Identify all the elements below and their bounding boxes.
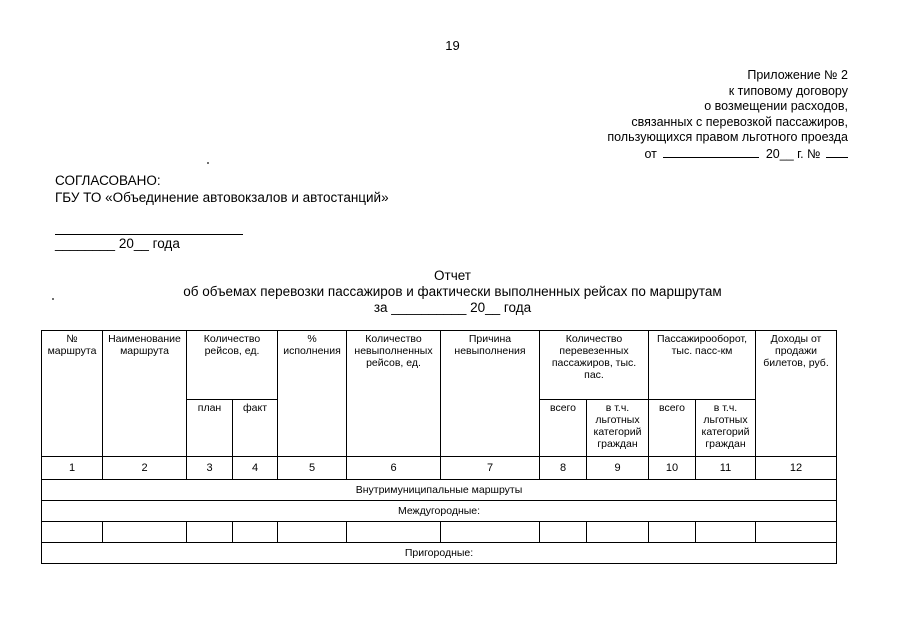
table-cell bbox=[540, 522, 587, 543]
approval-organization: ГБУ ТО «Объединение автовокзалов и автостанций» bbox=[55, 190, 389, 205]
header-route-name: Наименование маршрута bbox=[103, 331, 187, 457]
table-cell bbox=[347, 522, 441, 543]
title-line-3: за __________ 20__ года bbox=[373, 300, 532, 315]
number-blank bbox=[826, 146, 848, 158]
column-number-row bbox=[42, 457, 837, 480]
header-turnover: Пассажирооборот, тыс. пасс-км bbox=[649, 331, 756, 400]
report-title bbox=[0, 268, 905, 316]
appendix-line-2: к типовому договору bbox=[728, 83, 848, 98]
column-number: 6 bbox=[347, 457, 441, 480]
speck bbox=[207, 162, 209, 164]
section-label-suburban: Пригородные: bbox=[42, 543, 837, 564]
date-blank bbox=[663, 146, 759, 158]
column-number: 12 bbox=[756, 457, 837, 480]
appendix-line-1: Приложение № 2 bbox=[747, 68, 848, 82]
table-cell bbox=[587, 522, 649, 543]
appendix-line-5: пользующихся правом льготного проезда bbox=[607, 130, 848, 144]
appendix-line-4: связанных с перевозкой пассажиров, bbox=[631, 114, 848, 129]
section-row-municipal bbox=[42, 480, 837, 501]
approval-date: ________ 20__ года bbox=[55, 236, 180, 251]
column-number: 7 bbox=[441, 457, 540, 480]
section-label-municipal: Внутримуниципальные маршруты bbox=[42, 480, 837, 501]
table-cell bbox=[441, 522, 540, 543]
table-cell bbox=[187, 522, 233, 543]
table-cell bbox=[649, 522, 696, 543]
header-percent: % исполнения bbox=[278, 331, 347, 457]
title-line-1: Отчет bbox=[434, 268, 471, 283]
header-pass-pref: в т.ч. льготных категорий граждан bbox=[587, 400, 649, 457]
section-row-intercity bbox=[42, 501, 837, 522]
header-reason: Причина невыполнения bbox=[441, 331, 540, 457]
column-number: 9 bbox=[587, 457, 649, 480]
column-number: 1 bbox=[42, 457, 103, 480]
report-table bbox=[41, 330, 837, 564]
column-number: 3 bbox=[187, 457, 233, 480]
table-row bbox=[42, 522, 837, 543]
table-cell bbox=[278, 522, 347, 543]
column-number: 8 bbox=[540, 457, 587, 480]
table-cell bbox=[696, 522, 756, 543]
column-number: 4 bbox=[233, 457, 278, 480]
column-number: 5 bbox=[278, 457, 347, 480]
table-cell bbox=[103, 522, 187, 543]
column-number: 10 bbox=[649, 457, 696, 480]
header-turn-pref: в т.ч. льготных категорий граждан bbox=[696, 400, 756, 457]
column-number: 11 bbox=[696, 457, 756, 480]
appendix-line-3: о возмещении расходов, bbox=[704, 99, 848, 113]
header-passengers: Количество перевезенных пассажиров, тыс. пас. bbox=[540, 331, 649, 400]
header-row-1 bbox=[42, 331, 837, 400]
table-cell bbox=[42, 522, 103, 543]
appendix-block bbox=[528, 68, 848, 162]
header-income: Доходы от продажи билетов, руб. bbox=[756, 331, 837, 457]
appendix-date-prefix: от bbox=[644, 146, 657, 161]
appendix-date-year: 20__ г. № bbox=[765, 146, 821, 161]
header-trips-count: Количество рейсов, ед. bbox=[187, 331, 278, 400]
signature-line bbox=[55, 234, 243, 235]
header-pass-total: всего bbox=[540, 400, 587, 457]
appendix-date-line bbox=[528, 146, 848, 163]
approval-label: СОГЛАСОВАНО: bbox=[55, 173, 161, 188]
section-row-suburban bbox=[42, 543, 837, 564]
page-number: 19 bbox=[445, 38, 460, 53]
section-label-intercity: Междугородные: bbox=[42, 501, 837, 522]
column-number: 2 bbox=[103, 457, 187, 480]
header-plan: план bbox=[187, 400, 233, 457]
table-cell bbox=[756, 522, 837, 543]
header-route-no: № маршрута bbox=[42, 331, 103, 457]
table-cell bbox=[233, 522, 278, 543]
header-fact: факт bbox=[233, 400, 278, 457]
approval-block bbox=[55, 172, 389, 206]
title-line-2: об объемах перевозки пассажиров и фактически выполненных рейсах по маршрутам bbox=[183, 284, 722, 299]
header-turn-total: всего bbox=[649, 400, 696, 457]
header-unfulfilled: Количество невыполненных рейсов, ед. bbox=[347, 331, 441, 457]
